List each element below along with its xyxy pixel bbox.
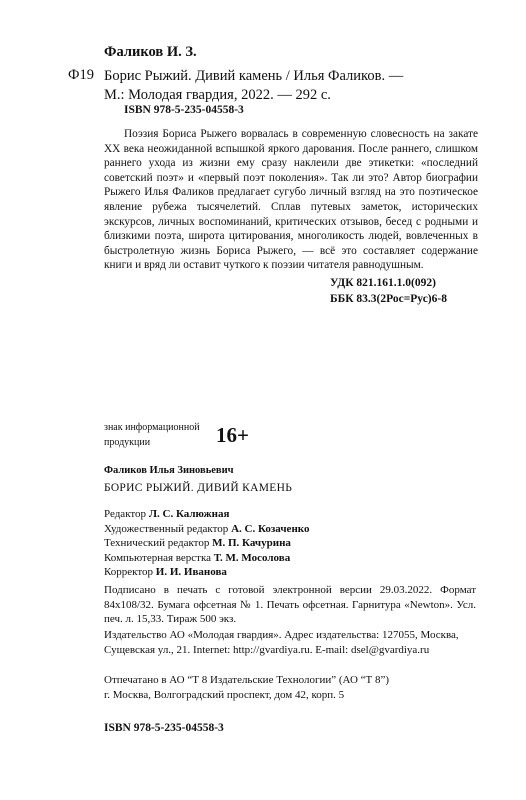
age-rating-label-line: знак информационной: [104, 422, 200, 433]
printer-line: г. Москва, Волгоградский проспект, дом 42, корп. 5: [104, 688, 345, 701]
credit-name: Т. М. Мосолова: [213, 551, 291, 564]
catalog-code: Ф19: [68, 67, 94, 83]
annotation: [104, 127, 478, 273]
imprint-author: Фаликов Илья Зиновьевич: [104, 465, 234, 476]
credit-line: [104, 565, 309, 580]
credits-list: [104, 507, 309, 580]
classification-codes: [330, 275, 447, 307]
publisher-info: [104, 628, 476, 657]
credit-name: М. П. Качурина: [212, 537, 291, 550]
print-info: Подписано в печать с готовой электронной версии 29.03.2022. Формат 84x108/32. Бумага офсетная № 1. Печать офсетная. Гарнитура «Newton». Усл. печ. л. 15,33. Тираж 500 экз.: [104, 584, 476, 626]
age-rating-value: 16+: [216, 423, 249, 447]
age-rating-label-line: продукции: [104, 437, 151, 448]
annotation-text: Поэзия Бориса Рыжего ворвалась в современную словесность на закате XX века неожиданной вспышкой яркого дарования. После раннего, слишком раннего ухода из жизни ему сразу наклеили две этикетки: «последний советский поэт» и «первый поэт поколения». Так ли это? Автор биографии Рыжего Илья Фаликов предлагает сугубо личный взгляд на это поэтическое явление рубежа тысячелетий. Сплав путевых заметок, исторических экскурсов, личных воспоминаний, критических отзывов, бесед с родными и близкими поэта, широта цитирования, многоликость людей, вовлеченных в быстролетную жизнь Бориса Рыжего, — всё это составляет содержание книги и вряд ли оставит чуткого к поэзии читателя равнодушным.: [104, 128, 478, 272]
credit-name: Л. С. Калюжная: [148, 508, 230, 520]
credit-line: [104, 507, 309, 522]
printer-info: [104, 673, 476, 702]
credit-role: Корректор: [104, 566, 154, 579]
publisher-line: Издательство АО «Молодая гвардия». Адрес издательства: 127055, Москва,: [104, 629, 459, 641]
credit-role: Технический редактор: [104, 537, 210, 550]
age-rating-label: [104, 420, 210, 450]
credit-role: Редактор: [104, 508, 147, 520]
credit-line: [104, 522, 309, 537]
credit-line: [104, 551, 309, 566]
credit-name: И. И. Иванова: [155, 566, 227, 579]
imprint-book-title: БОРИС РЫЖИЙ. ДИВИЙ КАМЕНЬ: [104, 482, 293, 494]
printer-line: Отпечатано в АО “Т 8 Издательские Технологии” (АО “Т 8”): [104, 674, 390, 686]
credit-line: [104, 536, 309, 551]
credit-name: А. С. Козаченко: [231, 522, 310, 535]
imprint-isbn: ISBN 978-5-235-04558-3: [104, 722, 224, 734]
publisher-line: Сущевская ул., 21. Internet: http://gvardiya.ru. E-mail: dsel@gvardiya.ru: [104, 643, 430, 656]
udk-code: УДК 821.161.1.0(092): [330, 277, 436, 289]
credit-role: Художественный редактор: [104, 522, 229, 535]
credit-role: Компьютерная верстка: [104, 551, 212, 564]
catalog-title: [104, 67, 474, 105]
catalog-author: Фаликов И. З.: [104, 44, 197, 60]
bbk-code: ББК 83.3(2Рос=Рус)6-8: [330, 293, 447, 305]
catalog-title-line: М.: Молодая гвардия, 2022. — 292 с.: [104, 87, 331, 103]
catalog-title-line: Борис Рыжий. Дивий камень / Илья Фаликов. —: [104, 68, 404, 84]
catalog-isbn: ISBN 978-5-235-04558-3: [124, 104, 244, 116]
